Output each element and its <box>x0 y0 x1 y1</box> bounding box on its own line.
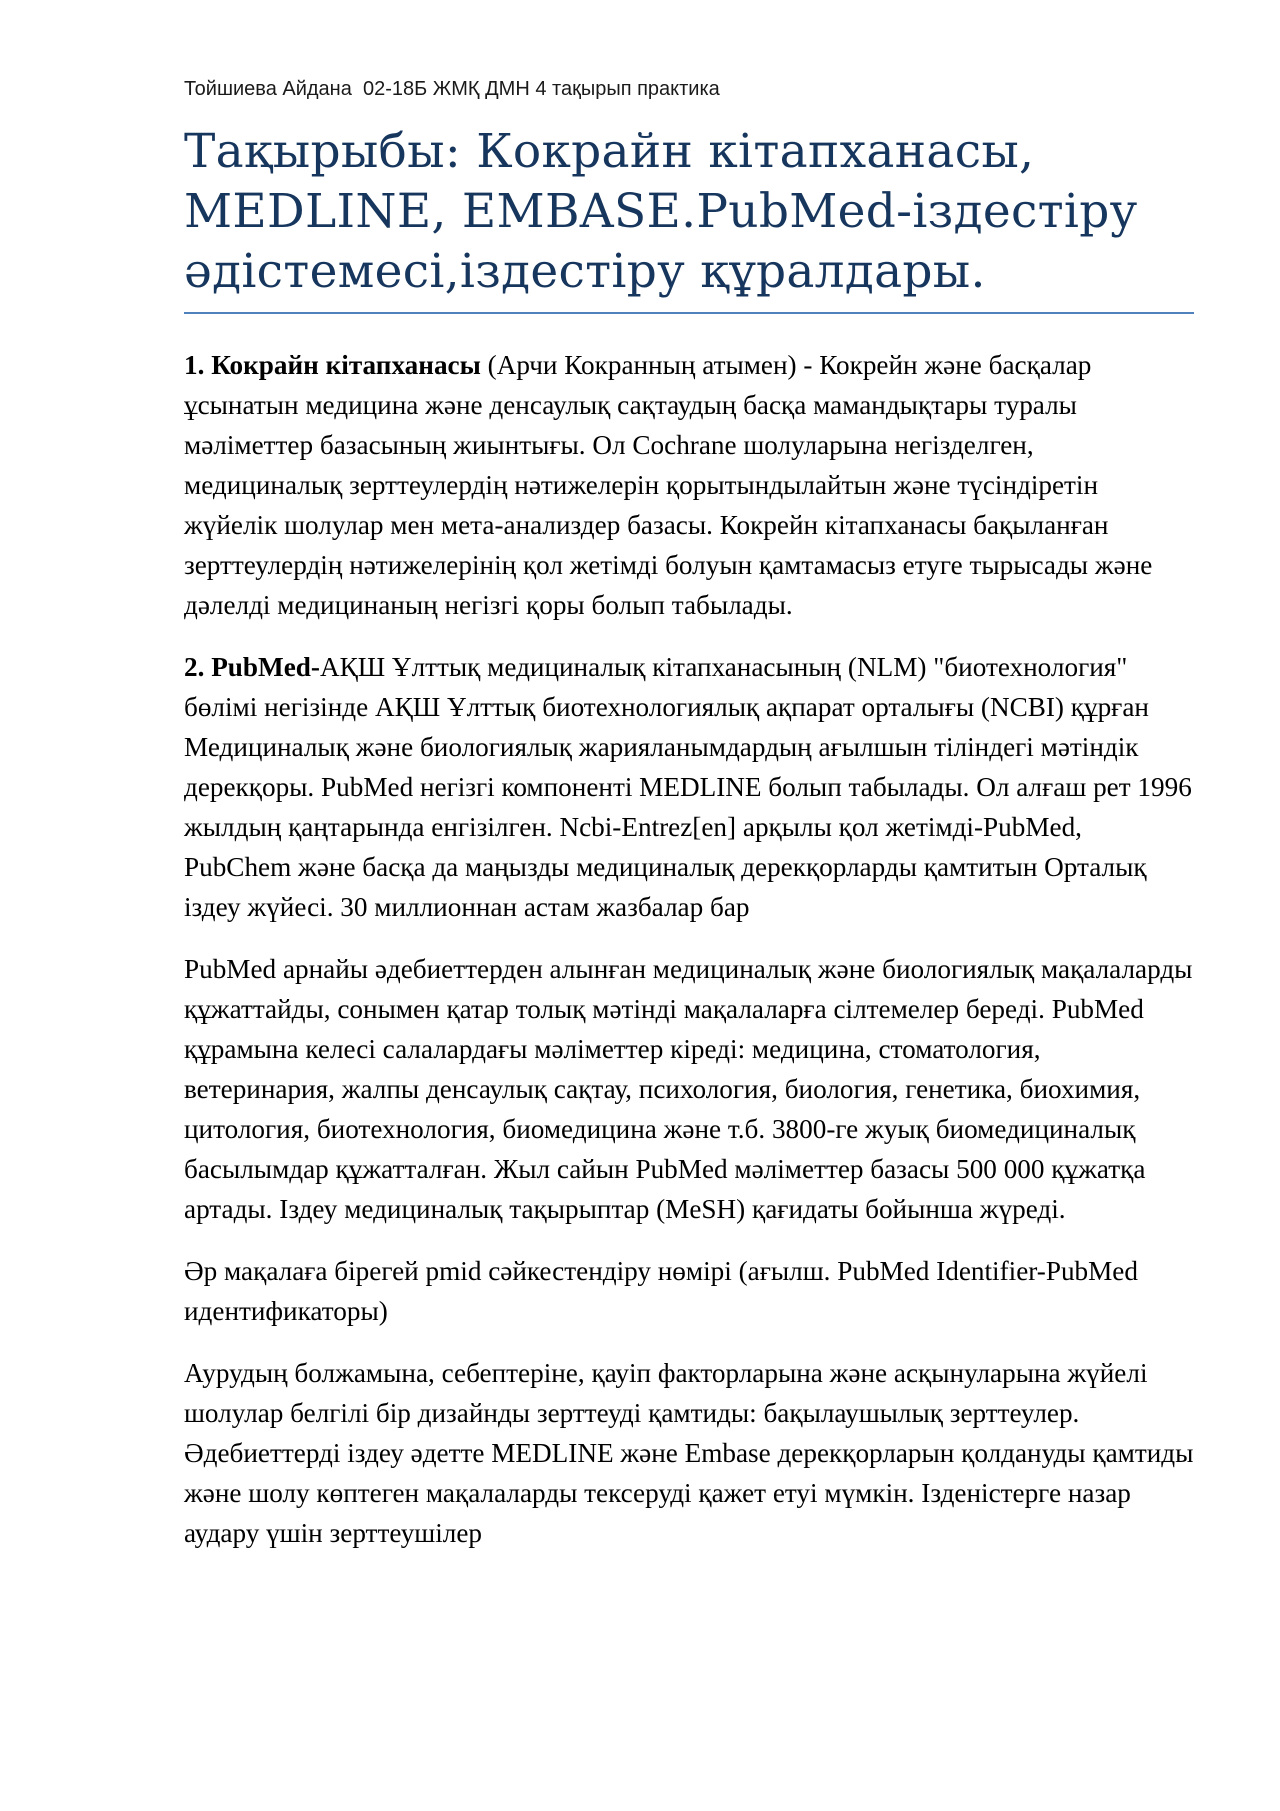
paragraph-cochrane <box>184 345 1194 625</box>
paragraph-pubmed <box>184 647 1194 927</box>
document-body <box>184 345 1194 1575</box>
author-header: Тойшиева Айдана 02-18Б ЖМҚ ДМН 4 тақырып практика <box>184 78 720 100</box>
title-underline <box>184 312 1194 314</box>
paragraph-cochrane-text: (Арчи Кокранның атымен) - Кокрейн және басқалар ұсынатын медицина және денсаулық сақтаудың басқа мамандықтары туралы мәліметтер базасының жиынтығы. Ол Cochrane шолуларына негізделген, медициналық зерттеулердің нәтижелерін қорытындылайтын және түсіндіретін жүйелік шолулар мен мета-анализдер базасы. Кокрейн кітапханасы бақыланған зерттеулердің нәтижелерінің қол жетімді болуын қамтамасыз етуге тырысады және дәлелді медицинаның негізгі қоры болып табылады. <box>184 350 1153 620</box>
paragraph-cochrane-heading: 1. Кокрайн кітапханасы <box>184 350 481 380</box>
paragraph-pubmed-heading: 2. PubMed- <box>184 652 320 682</box>
paragraph-systematic-reviews: Аурудың болжамына, себептеріне, қауіп факторларына және асқынуларына жүйелі шолулар белгілі бір дизайнды зерттеуді қамтиды: бақылаушылық зерттеулер. Әдебиеттерді іздеу әдетте MEDLINE және Embase дерекқорларын қолдануды қамтиды және шолу көптеген мақалаларды тексеруді қажет етуі мүмкін. Ізденістерге назар аудару үшін зерттеушілер <box>184 1358 1194 1548</box>
document-title <box>184 122 1194 302</box>
paragraph-pubmed-scope: PubMed арнайы әдебиеттерден алынған медициналық және биологиялық мақалаларды құжаттайды, сонымен қатар толық мәтінді мақалаларға сілтемелер береді. PubMed құрамына келесі салалардағы мәліметтер кіреді: медицина, стоматология, ветеринария, жалпы денсаулық сақтау, психология, биология, генетика, биохимия, цитология, биотехнология, биомедицина және т.б. 3800-ге жуық биомедициналық басылымдар құжатталған. Жыл сайын PubMed мәліметтер базасы 500 000 құжатқа артады. Іздеу медициналық тақырыптар (MeSH) қағидаты бойынша жүреді. <box>184 954 1193 1224</box>
paragraph-pmid: Әр мақалаға бірегей pmid сәйкестендіру нөмірі (ағылш. PubMed Identifier-PubMed идентификаторы) <box>184 1256 1138 1326</box>
title-line-1: Тақырыбы: Кокрайн кітапханасы, <box>184 124 1035 179</box>
title-line-3: әдістемесі,іздестіру құралдары. <box>184 244 986 299</box>
title-line-2: MEDLINE, EMBASE.PubMed-іздестіру <box>184 184 1138 239</box>
paragraph-pubmed-text: АҚШ Ұлттық медициналық кітапханасының (NLM) "биотехнология" бөлімі негізінде АҚШ Ұлттық биотехнологиялық ақпарат орталығы (NCBI) құрған Медициналық және биологиялық жарияланымдардың ағылшын тіліндегі мәтіндік дерекқоры. PubMed негізгі компоненті MEDLINE болып табылады. Ол алғаш рет 1996 жылдың қаңтарында енгізілген. Ncbi-Entrez[en] арқылы қол жетімді-PubMed, PubChem және басқа да маңызды медициналық дерекқорларды қамтитын Орталық іздеу жүйесі. 30 миллионнан астам жазбалар бар <box>184 652 1192 922</box>
